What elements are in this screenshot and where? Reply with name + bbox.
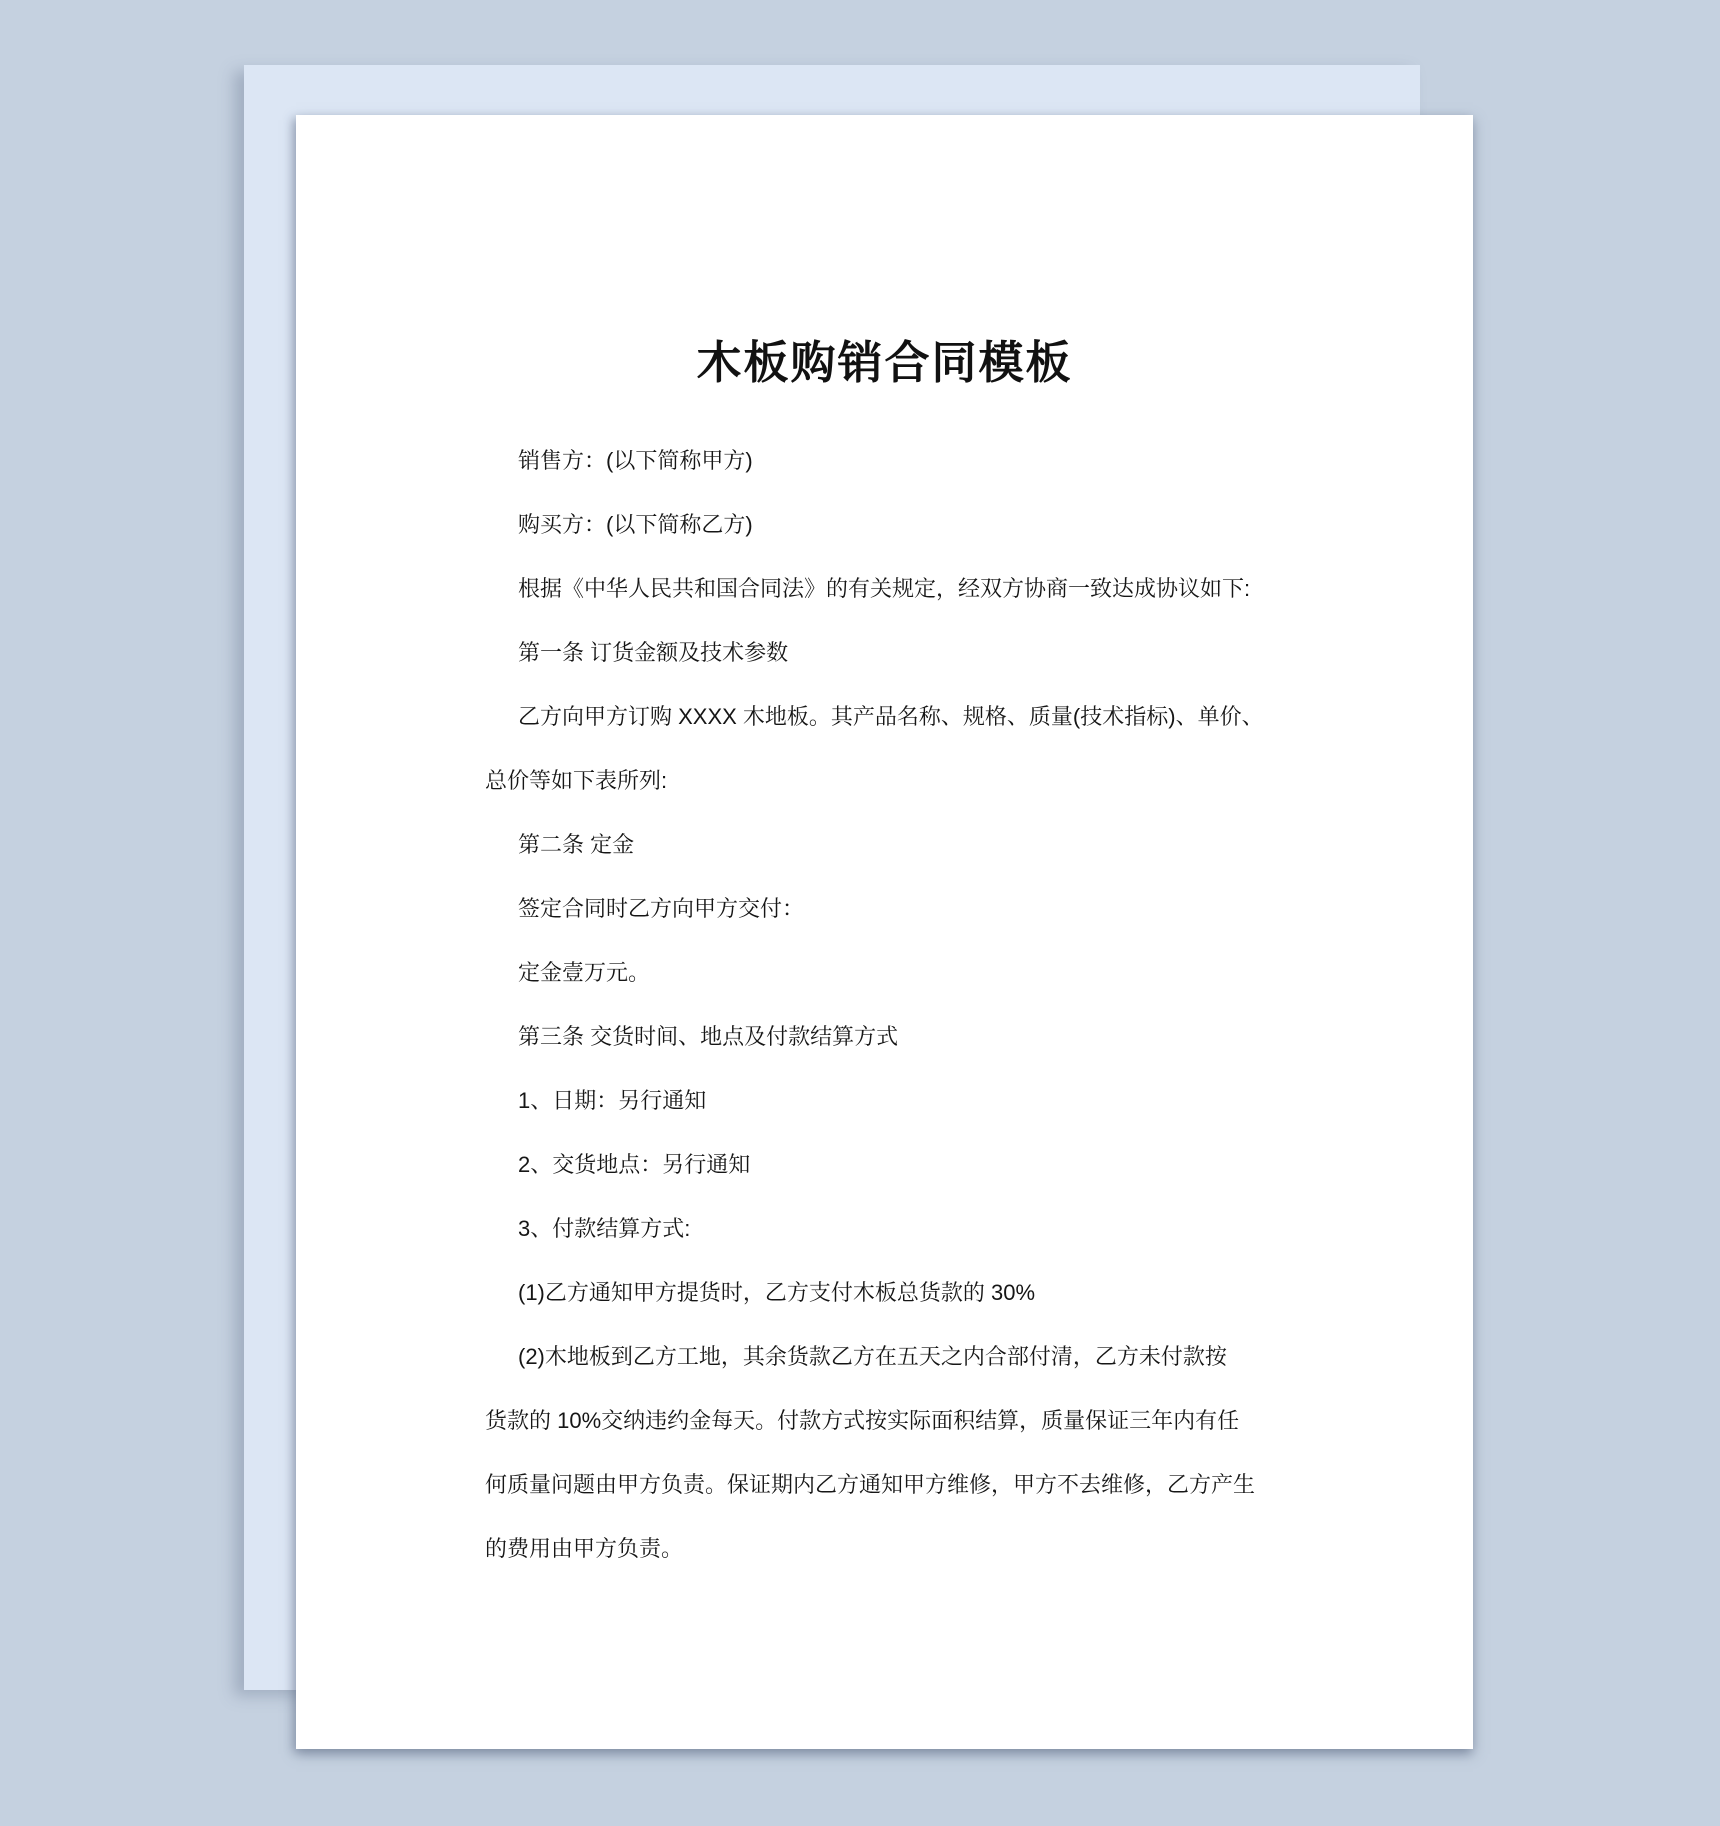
paragraph-line: 1、日期：另行通知: [518, 1088, 707, 1113]
paragraph-line: 2、交货地点：另行通知: [518, 1152, 751, 1177]
paragraph-line: 乙方向甲方订购 XXXX 木地板。其产品名称、规格、质量(技术指标)、单价、: [518, 704, 1264, 729]
document-body: [296, 429, 1473, 1581]
paragraph-line: 根据《中华人民共和国合同法》的有关规定，经双方协商一致达成协议如下:: [518, 576, 1251, 601]
paragraph-line: 购买方：(以下简称乙方): [518, 512, 753, 537]
paragraph-line: 何质量问题由甲方负责。保证期内乙方通知甲方维修，甲方不去维修，乙方产生: [485, 1472, 1256, 1497]
paragraph-line: 总价等如下表所列:: [485, 768, 668, 793]
document-title: 木板购销合同模板: [696, 337, 1073, 388]
paragraph-line: 货款的 10%交纳违约金每天。付款方式按实际面积结算，质量保证三年内有任: [485, 1408, 1240, 1433]
paragraph-line: (1)乙方通知甲方提货时，乙方支付木板总货款的 30%: [518, 1280, 1036, 1305]
paragraph-line: 3、付款结算方式:: [518, 1216, 691, 1241]
paragraph-line: 第三条 交货时间、地点及付款结算方式: [518, 1024, 899, 1049]
paragraph-line: (2)木地板到乙方工地，其余货款乙方在五天之内合部付清，乙方未付款按: [518, 1344, 1227, 1369]
paragraph-line: 第一条 订货金额及技术参数: [518, 640, 789, 665]
paragraph-line: 的费用由甲方负责。: [485, 1536, 684, 1561]
paragraph-line: 第二条 定金: [518, 832, 635, 857]
paragraph-line: 定金壹万元。: [518, 960, 651, 985]
paragraph-line: 签定合同时乙方向甲方交付：: [518, 896, 805, 921]
document-page: [296, 115, 1473, 1749]
paragraph-line: 销售方：(以下简称甲方): [518, 448, 753, 473]
